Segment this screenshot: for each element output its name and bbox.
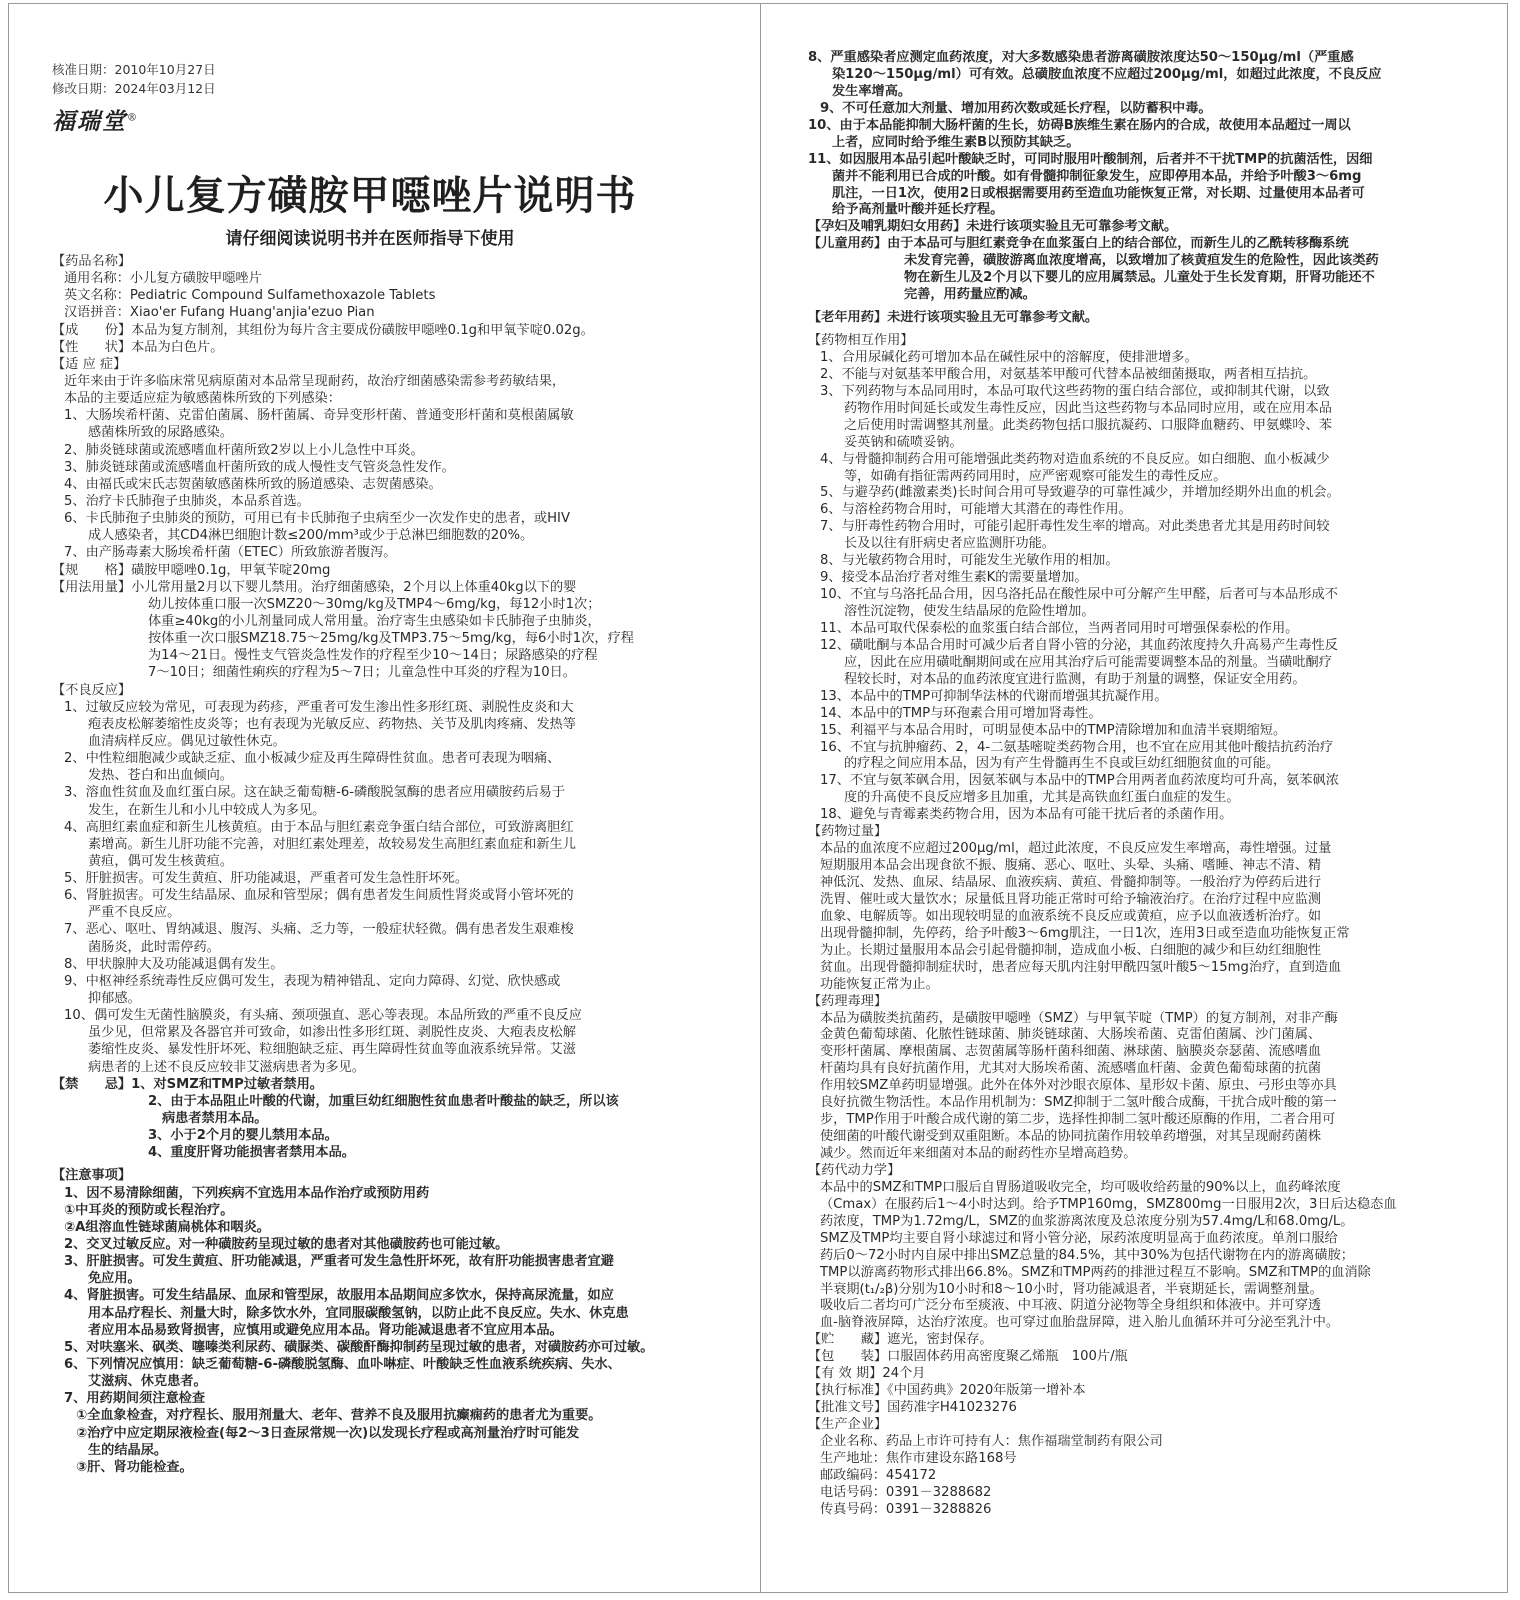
text-line: 溶性沉淀物，使发生结晶尿的危险性增加。 [844,604,1095,619]
text-line: 【适 应 症】 [52,356,127,372]
text-line: 菌肠炎，此时需停药。 [88,939,220,955]
text-line: 6、下列情况应慎用：缺乏葡萄糖-6-磷酸脱氢酶、血卟啉症、叶酸缺乏性血液系统疾病、失水、 [64,1357,621,1372]
text-line: 【孕妇及哺乳期妇女用药】未进行该项实验且无可靠参考文献。 [808,219,1178,235]
text-line: 4、高胆红素血症和新生儿核黄疸。由于本品与胆红素竞争蛋白结合部位，可致游离胆红 [64,819,574,835]
text-line: 近年来由于许多临床常见病原菌对本品常呈现耐药，故治疗细菌感染需参考药敏结果， [64,373,566,389]
text-line: 药浓度，TMP为1.72mg/L，SMZ的血浆游离浓度及总浓度分别为57.4mg/L和68.0mg/L。 [820,1213,1354,1229]
text-line: 神低沉、发热、血尿、结晶尿、血液疾病、黄疸、骨髓抑制等。一般治疗为停药后进行 [820,875,1322,890]
text-line: 严重不良反应。 [88,905,181,921]
text-line: SMZ及TMP均主要自肾小球滤过和肾小管分泌，尿药浓度明显高于血药浓度。单剂口服给 [820,1230,1338,1246]
text-line: 使细菌的叶酸代谢受到双重阻断。本品的协同抗菌作用较单药增强，对其呈现耐药菌株 [820,1129,1322,1145]
text-line: 【贮 藏】遮光，密封保存。 [808,1332,993,1348]
text-line: 10、不宜与乌洛托品合用，因乌洛托品在酸性尿中可分解产生甲醛，后者可与本品形成不 [820,587,1338,603]
text-line: 半衰期(t₁/₂β)分别为10小时和8～10小时，肾功能减退者，半衰期延长，需调整剂量。 [820,1281,1323,1297]
text-line: 血-脑脊液屏障，达治疗浓度。也可穿过血胎盘屏障，进入胎儿血循环并可分泌至乳汁中。 [820,1315,1340,1331]
text-line: 【注意事项】 [52,1168,132,1184]
text-line: 【成 份】本品为复方制剂，其组份为每片含主要成份磺胺甲噁唑0.1g和甲氧苄啶0.02g。 [52,322,594,338]
text-line: 减少。然而近年来细菌对本品的耐药性亦呈增高趋势。 [820,1146,1137,1161]
text-line: 【药品名称】 [52,254,132,269]
text-line: 1、过敏反应较为常见，可表现为药疹，严重者可发生渗出性多形红斑、剥脱性皮炎和大 [64,699,574,715]
text-line: 萎缩性皮炎、暴发性肝坏死、粒细胞缺乏症、再生障碍性贫血等血液系统异常。艾滋 [88,1042,576,1058]
text-line: 邮政编码：454172 [820,1467,937,1483]
text-line: 长及以往有肝病史者应监测肝功能。 [844,536,1055,552]
text-line: 英文名称：Pediatric Compound Sulfamethoxazole Tablets [64,288,436,304]
text-line: 肌注，一日1次，使用2日或根据需要用药至造血功能恢复正常，对长期、过量使用本品者可 [832,185,1365,201]
approve-date: 核准日期：2010年10月27日 [52,62,216,77]
text-line: 2、不能与对氨基苯甲酸合用，对氨基苯甲酸可代替本品被细菌摄取，两者相互拮抗。 [820,366,1317,382]
text-line: 【执行标准】《中国药典》2020年版第一增补本 [808,1383,1086,1399]
text-line: 2、中性粒细胞减少或缺乏症、血小板减少症及再生障碍性贫血。患者可表现为咽痛、 [64,751,561,767]
text-line: 作用较SMZ单药明显增强。此外在体外对沙眼衣原体、星形奴卡菌、原虫、弓形虫等亦具 [820,1078,1337,1094]
text-line: 按体重一次口服SMZ18.75～25mg/kg及TMP3.75～5mg/kg，每6小时1次，疗程 [148,631,634,647]
text-line: 【性 状】本品为白色片。 [52,339,224,355]
text-line: 成人感染者，其CD4淋巴细胞计数≤200/mm³或少于总淋巴细胞数的20%。 [88,528,534,544]
text-line: 为止。长期过量服用本品会引起骨髓抑制，造成血小板、白细胞的减少和巨幼红细胞性 [820,942,1322,958]
text-line: 血象、电解质等。如出现较明显的血液系统不良反应或黄疸，应予以血液透析治疗。如 [820,908,1322,924]
text-line: 7～10日；细菌性痢疾的疗程为5～7日；儿童急性中耳炎的疗程为10日。 [148,665,576,681]
text-line: 生的结晶尿。 [88,1442,168,1458]
text-line: 为14～21日。慢性支气管炎急性发作的疗程至少10～14日；尿路感染的疗程 [148,648,598,664]
logo-text: 福瑞堂 [52,108,127,135]
text-line: 本品的血浓度不应超过200μg/ml，超过此浓度，不良反应发生率增高，毒性增强。过量 [820,841,1332,857]
text-line: 短期服用本品会出现食欲不振、腹痛、恶心、呕吐、头晕、头痛、嗜睡、神志不清、精 [820,858,1322,874]
text-line: 14、本品中的TMP与环孢素合用可增加肾毒性。 [820,705,1102,721]
text-line: ②治疗中应定期尿液检查(每2～3日查尿常规一次)以发现长疗程或高剂量治疗时可能发 [76,1425,580,1441]
text-line: 【生产企业】 [808,1417,888,1432]
right-column [808,50,1498,1519]
text-line: 1、因不易清除细菌，下列疾病不宜选用本品作治疗或预防用药 [64,1185,430,1201]
page-title: 小儿复方磺胺甲噁唑片说明书 [103,172,637,219]
column-divider [760,3,761,1593]
text-line: 6、肾脏损害。可发生结晶尿、血尿和管型尿；偶有患者发生间质性肾炎或肾小管坏死的 [64,888,574,904]
text-line: 传真号码：0391－3288826 [820,1501,992,1517]
text-line: 变形杆菌属、摩根菌属、志贺菌属等肠杆菌科细菌、淋球菌、脑膜炎奈瑟菌、流感嗜血 [820,1044,1322,1060]
text-line: 感菌株所致的尿路感染。 [88,425,234,441]
text-line: 【规 格】磺胺甲噁唑0.1g，甲氧苄啶20mg [52,562,331,578]
text-line: 【不良反应】 [52,682,132,698]
text-line: 应，因此在应用磺吡酮期间或在应用其治疗后可能需要调整本品的剂量。当磺吡酮疗 [844,654,1332,670]
text-line: 8、严重感染者应测定血药浓度，对大多数感染患者游离磺胺浓度达50～150μg/ml（严重感 [808,50,1354,65]
text-line: 5、对呋塞米、砜类、噻嗪类利尿药、磺脲类、碳酸酐酶抑制药呈现过敏的患者，对磺胺药亦可过敏。 [64,1339,654,1355]
text-line: 5、与避孕药(雌激素类)长时间合用可导致避孕的可靠性减少，并增加经期外出血的机会。 [820,485,1340,501]
text-line: 抑郁感。 [88,991,141,1007]
text-line: 6、与溶栓药物合用时，可能增大其潜在的毒性作用。 [820,502,1132,518]
text-line: 免应用。 [88,1271,141,1287]
text-line: （Cmax）在服药后1～4小时达到。给予TMP160mg，SMZ800mg一日服用2次，3日后达稳态血 [820,1196,1397,1212]
text-line: 1、大肠埃希杆菌、克雷伯菌属、肠杆菌属、奇异变形杆菌、普通变形杆菌和莫根菌属敏 [64,408,574,424]
text-line: 4、与骨髓抑制药合用可能增强此类药物对造血系统的不良反应。如白细胞、血小板减少 [820,451,1330,467]
text-line: 11、本品可取代保泰松的血浆蛋白结合部位，当两者同用时可增强保泰松的作用。 [820,620,1299,636]
text-line: 者应用本品易致肾损害，应慎用或避免应用本品。肾功能减退患者不宜应用本品。 [88,1322,563,1338]
text-line: 虽少见，但常累及各器官并可致命，如渗出性多形红斑、剥脱性皮炎、大疱表皮松解 [88,1025,576,1041]
text-line: 之后使用时需调整其剂量。此类药物包括口服抗凝药、口服降血糖药、甲氨蝶呤、苯 [844,417,1332,433]
text-line: 7、恶心、呕吐、胃纳减退、腹泻、头痛、乏力等，一般症状轻微。偶有患者发生艰难梭 [64,922,574,938]
text-line: 8、甲状腺肿大及功能减退偶有发生。 [64,956,284,972]
text-line: 染120～150μg/ml）可有效。总磺胺血浓度不应超过200μg/ml，如超过此浓度，不良反应 [832,66,1382,82]
text-line: 【老年用药】未进行该项实验且无可靠参考文献。 [808,310,1099,326]
text-line: 通用名称：小儿复方磺胺甲噁唑片 [64,271,262,287]
text-line: 3、溶血性贫血及血红蛋白尿。这在缺乏葡萄糖-6-磷酸脱氢酶的患者应用磺胺药后易于 [64,785,566,801]
text-line: 1、合用尿碱化药可增加本品在碱性尿中的溶解度，使排泄增多。 [820,349,1198,365]
text-line: 洗胃、催吐或大量饮水；尿量低且肾功能正常时可给予输液治疗。在治疗过程中应监测 [820,891,1322,907]
text-line: 企业名称、药品上市许可持有人：焦作福瑞堂制药有限公司 [820,1433,1163,1449]
text-line: 11、如因服用本品引起叶酸缺乏时，可同时服用叶酸制剂，后者并不干扰TMP的抗菌活性，因细 [808,151,1373,167]
text-line: 4、由福氏或宋氏志贺菌敏感菌株所致的肠道感染、志贺菌感染。 [64,476,442,492]
text-line: 给予高剂量叶酸并延长疗程。 [832,202,1004,218]
text-line: 3、下列药物与本品同用时，本品可取代这些药物的蛋白结合部位，或抑制其代谢，以致 [820,383,1330,399]
text-line: 未发育完善，磺胺游离血浓度增高，以致增加了核黄疸发生的危险性，因此该类药 [904,253,1379,269]
text-line: 素增高。新生儿肝功能不完善，对胆红素处理差，故较易发生高胆红素血症和新生儿 [88,836,576,852]
text-line: 功能恢复正常为止。 [820,976,939,992]
text-line: 7、用药期间须注意检查 [64,1391,206,1407]
text-line: 3、肝脏损害。可发生黄疸、肝功能减退，严重者可发生急性肝坏死，故有肝功能损害患者宜避 [64,1254,614,1270]
text-line: 10、由于本品能抑制大肠杆菌的生长，妨碍B族维生素在肠内的合成，故使用本品超过一周以 [808,117,1351,133]
text-line: 体重≥40kg的小儿剂量同成人常用量。治疗寄生虫感染如卡氏肺孢子虫肺炎， [148,613,601,629]
revise-date: 修改日期：2024年03月12日 [52,81,216,96]
text-line: 吸收后二者均可广泛分布至痰液、中耳液、阴道分泌物等全身组织和体液中。并可穿透 [820,1298,1322,1314]
text-line: 病患者的上述不良反应较非艾滋病患者为多见。 [88,1059,365,1075]
text-line: 7、与肝毒性药物合用时，可能引起肝毒性发生率的增高。对此类患者尤其是用药时间较 [820,519,1330,535]
text-line: 10、偶可发生无菌性脑膜炎，有头痛、颈项强直、恶心等表现。本品所致的严重不良反应 [64,1008,582,1024]
text-line: 9、接受本品治疗者对维生素K的需要量增加。 [820,570,1088,586]
text-line: 幼儿按体重口服一次SMZ20～30mg/kg及TMP4～6mg/kg，每12小时1次； [148,596,601,612]
text-line: 4、肾脏损害。可发生结晶尿、血尿和管型尿，故服用本品期间应多饮水，保持高尿流量，如应 [64,1288,614,1304]
text-line: 出现骨髓抑制，先停药，给予叶酸3～6mg肌注，一日1次，连用3日或至造血功能恢复正常 [820,925,1350,941]
text-line: 本品的主要适应症为敏感菌株所致的下列感染： [64,391,341,407]
text-line: ①全血象检查，对疗程长、服用剂量大、老年、营养不良及服用抗癫痫药的患者尤为重要。 [76,1408,602,1424]
text-line: 等，如确有指征需两药同用时，应严密观察可能发生的毒性反应。 [844,468,1227,484]
text-line: 2、交叉过敏反应。对一种磺胺药呈现过敏的患者对其他磺胺药也可能过敏。 [64,1237,509,1253]
text-line: 妥英钠和硫喷妥钠。 [844,434,963,450]
text-line: 【药物相互作用】 [808,333,914,348]
text-line: 发热、苍白和出血倾向。 [88,768,234,784]
text-line: 【包 装】口服固体药用高密度聚乙烯瓶 100片/瓶 [808,1349,1128,1365]
text-line: 艾滋病、休克患者。 [88,1374,207,1390]
text-line: 黄疸，偶可发生核黄疸。 [88,853,234,869]
text-line: 12、磺吡酮与本品合用时可减少后者自肾小管的分泌，其血药浓度持久升高易产生毒性反 [820,637,1338,653]
text-line: 【用法用量】小儿常用量2月以下婴儿禁用。治疗细菌感染，2个月以上体重40kg以下的婴 [52,579,577,595]
text-line: 汉语拼音：Xiao'er Fufang Huang'anjia'ezuo Pian [64,305,375,321]
text-line: 【禁 忌】1、对SMZ和TMP过敏者禁用。 [52,1076,323,1092]
left-column [52,253,742,1476]
text-line: 2、肺炎链球菌或流感嗜血杆菌所致2岁以上小儿急性中耳炎。 [64,442,424,458]
text-line: 发生率增高。 [832,83,912,99]
text-line: 16、不宜与抗肿瘤药、2，4-二氨基嘧啶类药物合用，也不宜在应用其他叶酸拮抗药治疗 [820,739,1334,755]
text-line: 13、本品中的TMP可抑制华法林的代谢而增强其抗凝作用。 [820,688,1168,704]
text-line: 贫血。出现骨髓抑制症状时，患者应每天肌内注射甲酰四氢叶酸5～15mg治疗，直到造血 [820,959,1342,975]
text-line: 物在新生儿及2个月以下婴儿的应用属禁忌。儿童处于生长发育期，肝肾功能还不 [904,270,1375,286]
text-line: 上者，应同时给予维生素B以预防其缺乏。 [832,134,1080,150]
text-line: 药物作用时间延长或发生毒性反应，因此当这些药物与本品同时应用，或在应用本品 [844,400,1332,416]
text-line: 【有 效 期】24个月 [808,1366,926,1382]
text-line: 杆菌均具有良好抗菌作用，尤其对大肠埃希菌、流感嗜血杆菌、金黄色葡萄球菌的抗菌 [820,1061,1322,1077]
registered-mark: ® [127,112,139,124]
text-line: 疱表皮松解萎缩性皮炎等；也有表现为光敏反应、药物热、关节及肌肉疼痛、发热等 [88,716,576,732]
text-line: ③肝、肾功能检查。 [76,1459,193,1475]
text-line: 9、不可任意加大剂量、增加用药次数或延长疗程，以防蓄积中毒。 [820,100,1212,116]
text-line: 【药代动力学】 [808,1162,901,1178]
text-line: 3、小于2个月的婴儿禁用本品。 [148,1128,338,1144]
text-line: 15、利福平与本品合用时，可明显使本品中的TMP清除增加和血清半衰期缩短。 [820,722,1287,738]
text-line: 本品为磺胺类抗菌药，是磺胺甲噁唑（SMZ）与甲氧苄啶（TMP）的复方制剂，对非产酶 [820,1010,1338,1026]
text-line: 3、肺炎链球菌或流感嗜血杆菌所致的成人慢性支气管炎急性发作。 [64,459,455,475]
text-line: 2、由于本品阻止叶酸的代谢，加重巨幼红细胞性贫血患者叶酸盐的缺乏，所以该 [148,1093,619,1109]
text-line: 金黄色葡萄球菌、化脓性链球菌、肺炎链球菌、大肠埃希菌、克雷伯菌属、沙门菌属、 [820,1027,1322,1043]
text-line: 生产地址：焦作市建设东路168号 [820,1450,1017,1466]
brand-logo [52,103,139,136]
text-line: 良好抗微生物活性。本品作用机制为：SMZ抑制于二氢叶酸合成酶，干扰合成叶酸的第一 [820,1095,1337,1111]
text-line: TMP以游离药物形式排出66.8%。SMZ和TMP两药的排泄过程互不影响。SMZ和TMP的血消除 [820,1264,1371,1280]
text-line: 病患者禁用本品。 [162,1111,268,1127]
text-line: 发生，在新生儿和小儿中较成人为多见。 [88,802,326,818]
text-line: 菌并不能利用已合成的叶酸。如有骨髓抑制征象发生，应即停用本品，并给予叶酸3～6mg [832,168,1362,184]
text-line: 4、重度肝肾功能损害者禁用本品。 [148,1145,355,1161]
text-line: 的疗程之间应用本品，因为有产生骨髓再生不良或巨幼红细胞贫血的可能。 [844,756,1280,772]
text-line: 8、与光敏药物合用时，可能发生光敏作用的相加。 [820,553,1119,569]
text-line: ②A组溶血性链球菌扁桃体和咽炎。 [64,1219,270,1235]
text-line: 步，TMP作用于叶酸合成代谢的第二步，选择性抑制二氢叶酸还原酶的作用，二者合用可 [820,1112,1336,1128]
page-subtitle: 请仔细阅读说明书并在医师指导下使用 [225,229,515,249]
text-line: 【儿童用药】由于本品可与胆红素竞争在血浆蛋白上的结合部位，而新生儿的乙酰转移酶系统 [808,236,1349,252]
text-line: 药后0～72小时内自尿中排出SMZ总量的84.5%，其中30%为包括代谢物在内的游离磺胺； [820,1247,1354,1263]
text-line: 【药理毒理】 [808,993,888,1009]
text-line: 用本品疗程长、剂量大时，除多饮水外，宜同服碳酸氢钠，以防止此不良反应。失水、休克患 [88,1305,629,1321]
text-line: 程较长时，对本品的血药浓度宜进行监测，有助于剂量的调整，保证安全用药。 [844,671,1306,687]
text-line: 本品中的SMZ和TMP口服后自胃肠道吸收完全，均可吸收给药量的90%以上，血药峰浓度 [820,1179,1341,1195]
text-line: 9、中枢神经系统毒性反应偶可发生，表现为精神错乱、定向力障碍、幻觉、欣快感或 [64,973,561,989]
text-line: 17、不宜与氨苯砜合用，因氨苯砜与本品中的TMP合用两者血药浓度均可升高，氨苯砜浓 [820,773,1339,789]
text-line: 度的升高使不良反应增多且加重，尤其是高铁血红蛋白血症的发生。 [844,790,1240,806]
text-line: 【药物过量】 [808,824,888,840]
text-line: 电话号码：0391－3288682 [820,1484,992,1500]
text-line: 血清病样反应。偶见过敏性休克。 [88,733,286,749]
text-line: ①中耳炎的预防或长程治疗。 [64,1202,234,1218]
text-line: 5、肝脏损害。可发生黄疸、肝功能减退，严重者可发生急性肝坏死。 [64,871,469,887]
text-line: 完善，用药量应酌减。 [904,287,1036,303]
text-line: 7、由产肠毒素大肠埃希杆菌（ETEC）所致旅游者腹泻。 [64,545,397,561]
text-line: 6、卡氏肺孢子虫肺炎的预防，可用已有卡氏肺孢子虫病至少一次发作史的患者，或HIV [64,511,570,527]
text-line: 5、治疗卡氏肺孢子虫肺炎，本品系首选。 [64,493,310,509]
text-line: 【批准文号】国药准字H41023276 [808,1400,1017,1416]
text-line: 18、避免与青霉素类药物合用，因为本品有可能干扰后者的杀菌作用。 [820,807,1233,823]
